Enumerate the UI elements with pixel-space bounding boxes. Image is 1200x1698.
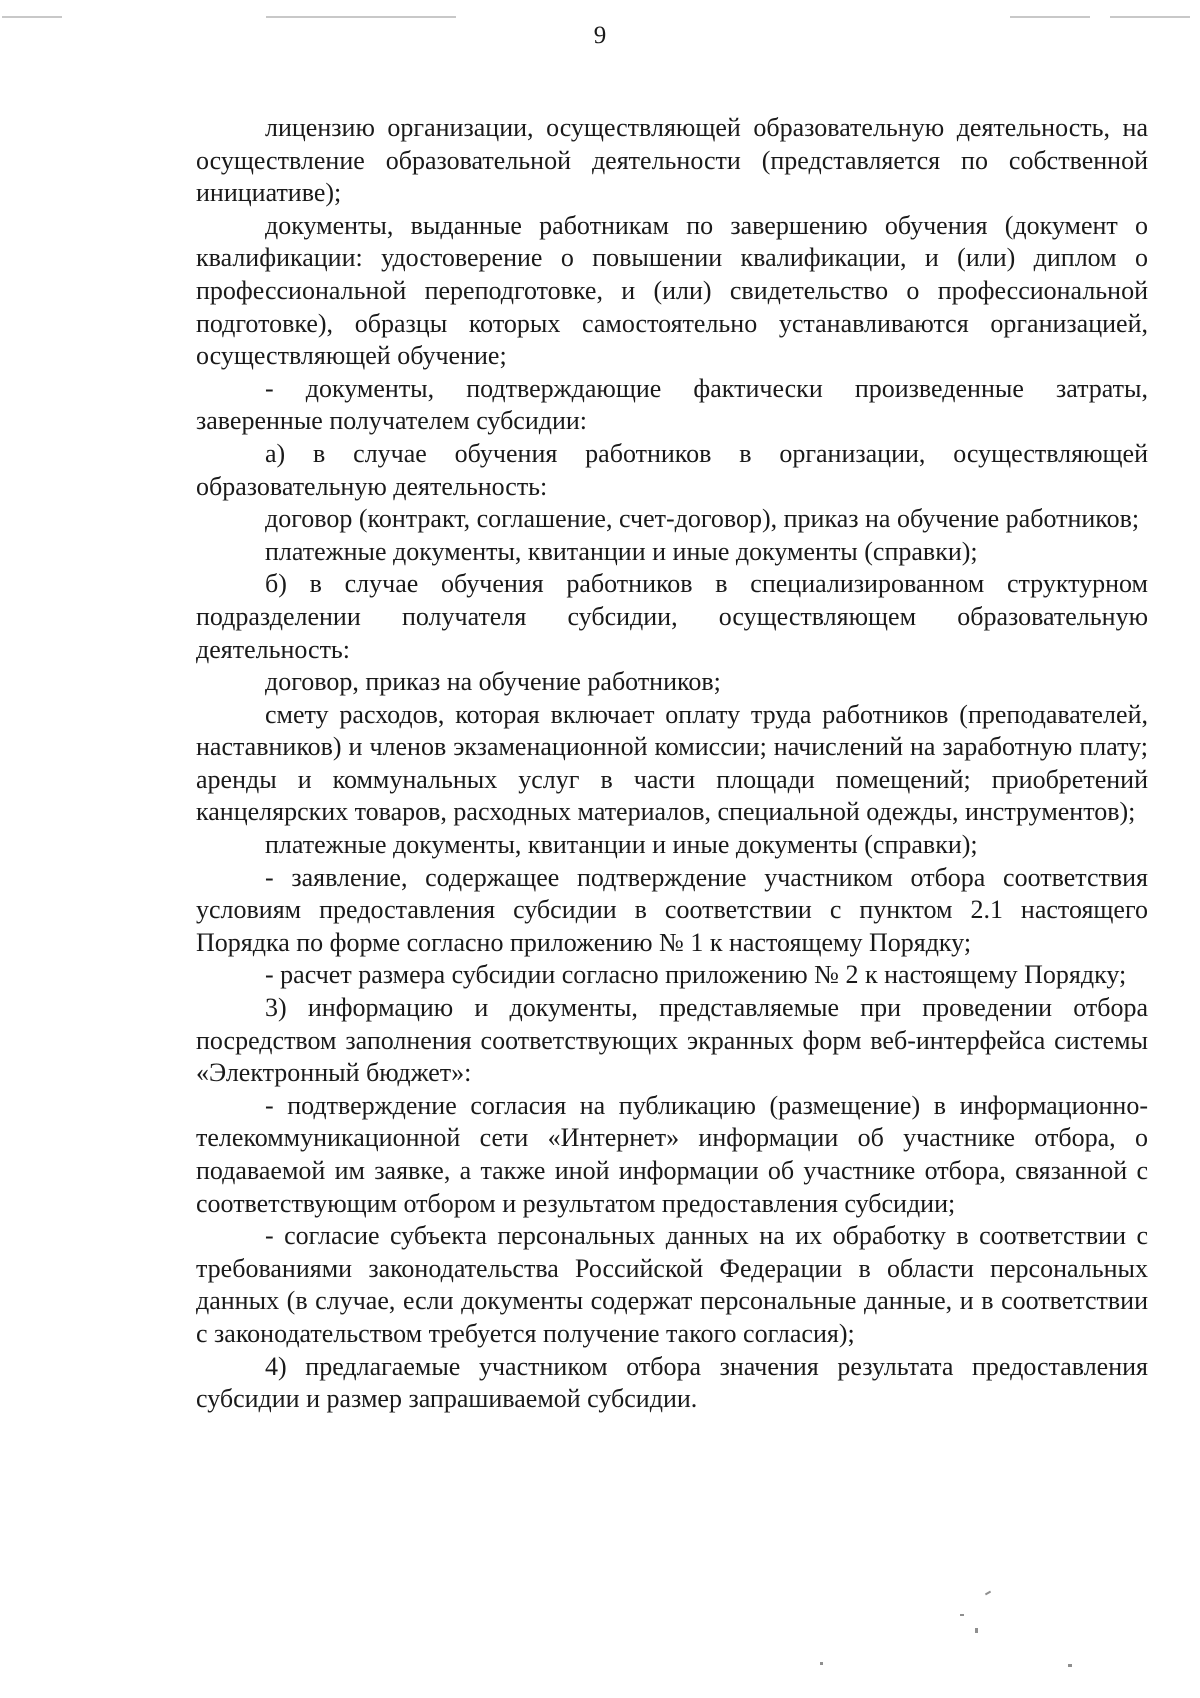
scan-mark (985, 1591, 991, 1596)
scan-artifact (266, 16, 456, 18)
paragraph: - заявление, содержащее подтверждение участником отбора соответствия условиям предоставления субсидии в соответствии с пунктом 2.1 настоящего Порядка по форме согласно приложению № 1 к настоящему Порядку; (196, 862, 1148, 957)
paragraph: платежные документы, квитанции и иные документы (справки); (265, 830, 978, 860)
paragraph: б) в случае обучения работников в специализированном структурном подразделении получателя субсидии, осуществляющем образовательную деятельность: (196, 569, 1148, 664)
scan-mark (960, 1614, 964, 1616)
paragraph: лицензию организации, осуществляющей образовательную деятельность, на осуществление образовательной деятельности (представляется по собственной инициативе); (196, 113, 1148, 208)
scan-artifact (2, 16, 62, 18)
scan-artifact (1110, 16, 1190, 18)
paragraph: договор, приказ на обучение работников; (265, 667, 721, 697)
scan-mark (1068, 1664, 1072, 1667)
paragraph: платежные документы, квитанции и иные документы (справки); (265, 536, 978, 566)
paragraph: - расчет размера субсидии согласно приложению № 2 к настоящему Порядку; (265, 960, 1127, 990)
paragraph: смету расходов, которая включает оплату труда работников (преподавателей, наставников) и членов экзаменационной комиссии; начислений на заработную плату; аренды и коммунальных услуг в части площади помещений; приобретений канцелярских товаров, расходных материалов, специальной одежды, инструментов); (196, 699, 1148, 827)
page-number: 9 (593, 22, 607, 49)
paragraph: документы, выданные работникам по завершению обучения (документ о квалификации: удостоверение о повышении квалификации, и (или) диплом о профессиональной переподготовке, и (или) свидетельство о профессиональной подготовке), образцы которых самостоятельно устанавливаются организацией, осуществляющей обучение; (196, 210, 1148, 371)
paragraph: - документы, подтверждающие фактически произведенные затраты, заверенные получателем субсидии: (196, 373, 1148, 436)
paragraph: - подтверждение согласия на публикацию (размещение) в информационно-телекоммуникационной сети «Интернет» информации об участнике отбора, о подаваемой им заявке, а также иной информации об участнике отбора, связанной с соответствующим отбором и результатом предоставления субсидии; (196, 1090, 1148, 1218)
scan-mark (975, 1628, 978, 1633)
document-body (196, 112, 1148, 1416)
scan-mark (820, 1662, 823, 1665)
paragraph: договор (контракт, соглашение, счет-договор), приказ на обучение работников; (265, 504, 1140, 534)
paragraph: - согласие субъекта персональных данных на их обработку в соответствии с требованиями законодательства Российской Федерации в области персональных данных (в случае, если документы содержат персональные данные, и в соответствии с законодательством требуется получение такого согласия); (196, 1221, 1148, 1348)
paragraph: 4) предлагаемые участником отбора значения результата предоставления субсидии и размер запрашиваемой субсидии. (196, 1351, 1148, 1414)
paragraph: 3) информацию и документы, представляемые при проведении отбора посредством заполнения соответствующих экранных форм веб-интерфейса системы «Электронный бюджет»: (196, 993, 1148, 1088)
scan-artifact (1010, 16, 1090, 18)
paragraph: а) в случае обучения работников в организации, осуществляющей образовательную деятельность: (196, 438, 1148, 501)
